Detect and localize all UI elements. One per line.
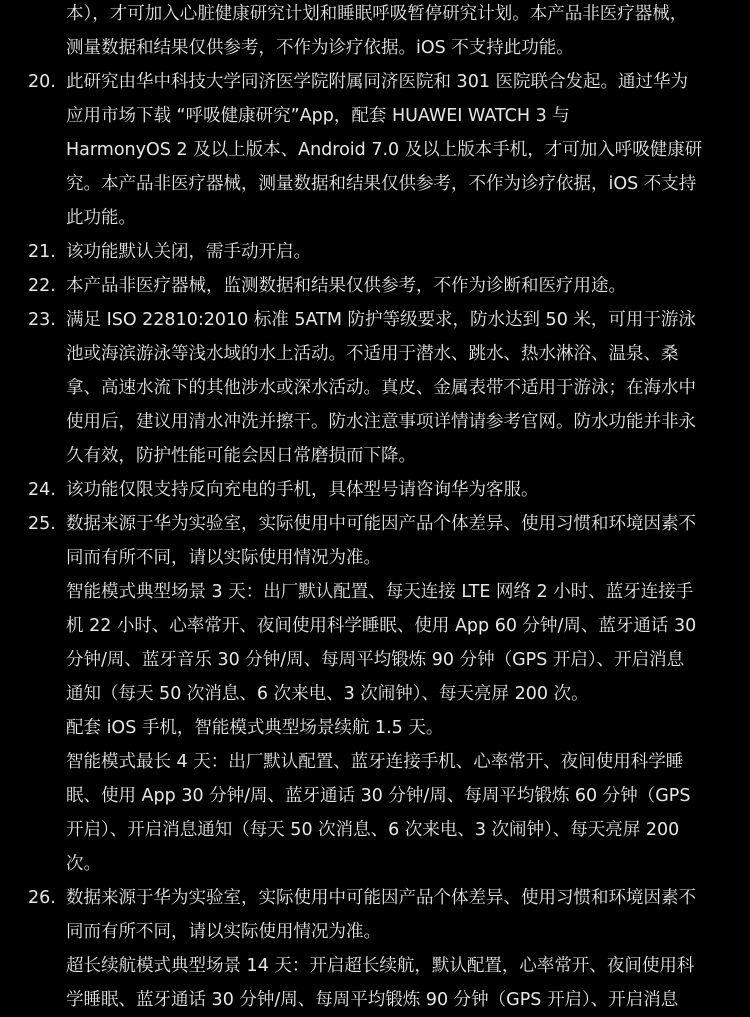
footnote-number: 24. <box>28 480 56 500</box>
footnote-text-line: 池或海滨游泳等浅水域的水上活动。不适用于潜水、跳水、热水淋浴、温泉、桑 <box>66 344 679 364</box>
footnote-text-line: 满足 ISO 22810:2010 标准 5ATM 防护等级要求，防水达到 50 米，可用于游泳 <box>66 310 696 330</box>
footnote-text-line: 智能模式典型场景 3 天：出厂默认配置、每天连接 LTE 网络 2 小时、蓝牙连接手 <box>66 582 694 602</box>
footnote-number: 26. <box>28 888 56 908</box>
footnote-text-line: 拿、高速水流下的其他涉水或深水活动。真皮、金属表带不适用于游泳；在海水中 <box>66 378 696 398</box>
footnote-text-line: 智能模式最长 4 天：出厂默认配置、蓝牙连接手机、心率常开、夜间使用科学睡 <box>66 752 684 772</box>
footnote-text-line: 学睡眠、蓝牙通话 30 分钟/周、每周平均锻炼 90 分钟（GPS 开启）、开启消息 <box>66 990 679 1010</box>
footnote-item <box>0 507 750 881</box>
footnote-number: 23. <box>28 310 56 330</box>
footnote-text-line: 测量数据和结果仅供参考，不作为诊疗依据。iOS 不支持此功能。 <box>66 38 574 58</box>
footnote-text-line: 开启）、开启消息通知（每天 50 次消息、6 次来电、3 次闹钟）、每天亮屏 200 <box>66 820 680 840</box>
footnote-text-line: 数据来源于华为实验室，实际使用中可能因产品个体差异、使用习惯和环境因素不 <box>66 888 696 908</box>
footnote-item <box>0 473 750 507</box>
footnote-text-line: 机 22 小时、心率常开、夜间使用科学睡眠、使用 App 60 分钟/周、蓝牙通话 30 <box>66 616 697 636</box>
footnote-item <box>0 881 750 1017</box>
footnote-text-line: 究。本产品非医疗器械，测量数据和结果仅供参考，不作为诊疗依据，iOS 不支持 <box>66 174 697 194</box>
footnote-text-line: 此研究由华中科技大学同济医学院附属同济医院和 301 医院联合发起。通过华为 <box>66 72 689 92</box>
footnote-text-line: 配套 iOS 手机，智能模式典型场景续航 1.5 天。 <box>66 718 444 738</box>
footnote-text-line: 使用后，建议用清水冲洗并擦干。防水注意事项详情请参考官网。防水功能并非永 <box>66 412 696 432</box>
footnote-number: 25. <box>28 514 56 534</box>
footnote-text-line: 同而有所不同，请以实际使用情况为准。 <box>66 548 381 568</box>
footnote-text-line: 该功能默认关闭，需手动开启。 <box>66 242 311 262</box>
footnote-number: 22. <box>28 276 56 296</box>
footnote-text-line: 同而有所不同，请以实际使用情况为准。 <box>66 922 381 942</box>
footnote-item <box>0 0 750 65</box>
footnote-text-line: 此功能。 <box>66 208 136 228</box>
footnote-text-line: 次。 <box>66 854 101 874</box>
footnote-text-line: 通知（每天 50 次消息、6 次来电、3 次闹钟）、每天亮屏 200 次。 <box>66 684 589 704</box>
footnote-text-line: 数据来源于华为实验室，实际使用中可能因产品个体差异、使用习惯和环境因素不 <box>66 514 696 534</box>
footnote-item <box>0 65 750 235</box>
footnote-number: 21. <box>28 242 56 262</box>
footnote-text-line: 该功能仅限支持反向充电的手机，具体型号请咨询华为客服。 <box>66 480 539 500</box>
footnote-item <box>0 269 750 303</box>
footnote-text-line: HarmonyOS 2 及以上版本、Android 7.0 及以上版本手机，才可加入呼吸健康研 <box>66 140 703 160</box>
footnote-text-line: 本产品非医疗器械，监测数据和结果仅供参考，不作为诊断和医疗用途。 <box>66 276 626 296</box>
footnote-text-line: 眠、使用 App 30 分钟/周、蓝牙通话 30 分钟/周、每周平均锻炼 60 分钟（GPS <box>66 786 691 806</box>
footnote-number: 20. <box>28 72 56 92</box>
footnote-text-line: 久有效，防护性能可能会因日常磨损而下降。 <box>66 446 416 466</box>
footnote-text-line: 分钟/周、蓝牙音乐 30 分钟/周、每周平均锻炼 90 分钟（GPS 开启）、开启消息 <box>66 650 685 670</box>
footnote-text-line: 本），才可加入心脏健康研究计划和睡眠呼吸暂停研究计划。本产品非医疗器械， <box>66 4 688 24</box>
footnote-item <box>0 303 750 473</box>
footnote-text-line: 超长续航模式典型场景 14 天：开启超长续航，默认配置，心率常开、夜间使用科 <box>66 956 695 976</box>
footnote-item <box>0 235 750 269</box>
footnote-text-line: 应用市场下载 “呼吸健康研究”App，配套 HUAWEI WATCH 3 与 <box>66 106 570 126</box>
